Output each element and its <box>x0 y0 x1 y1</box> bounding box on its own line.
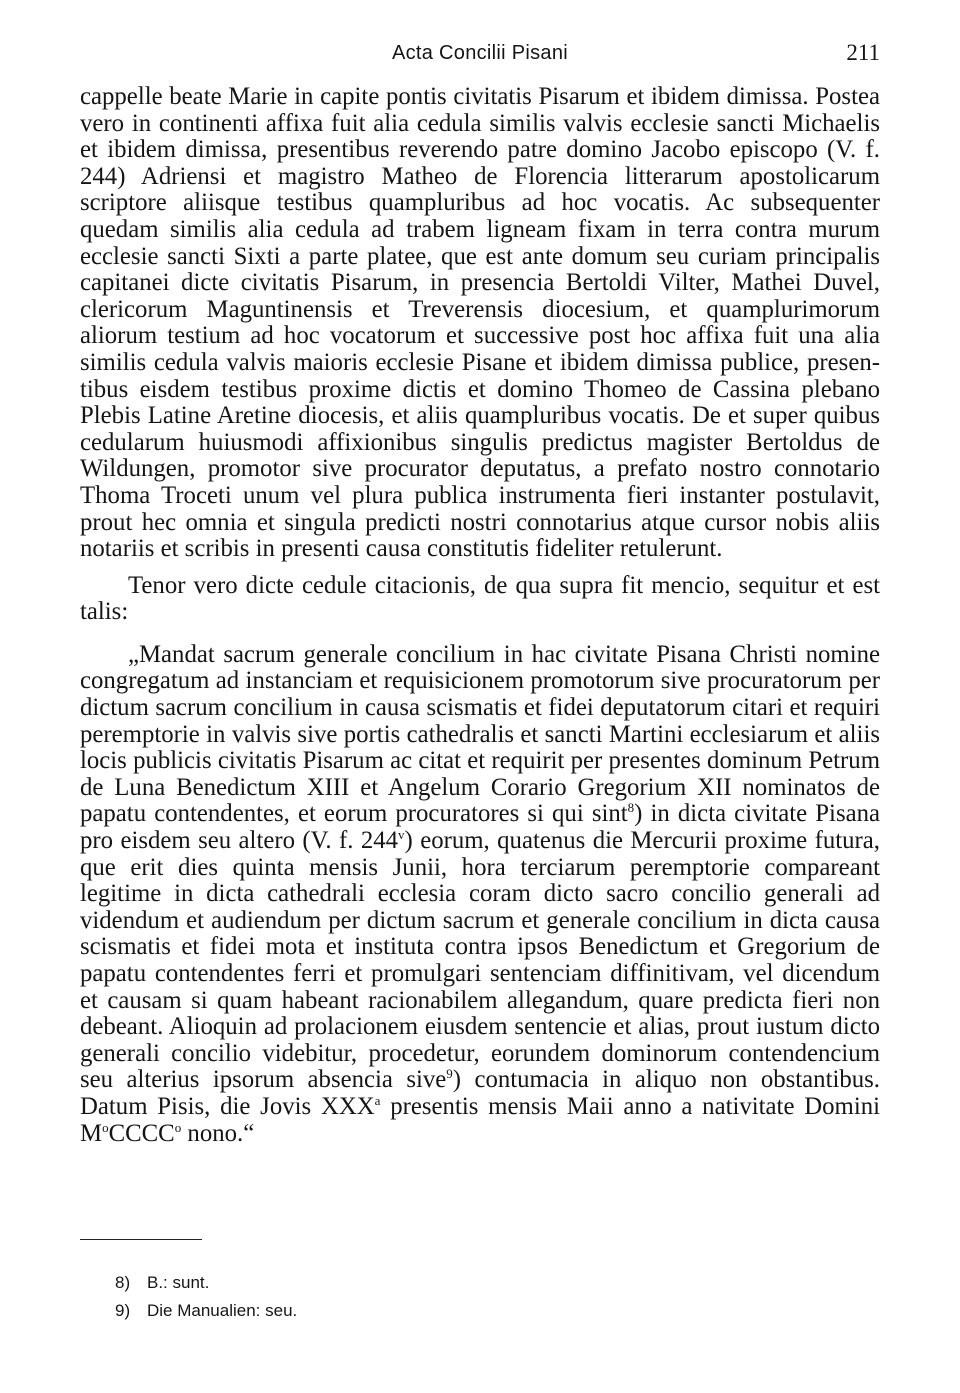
citation-text-part: „Mandat sacrum generale concilium in hac civitate Pisana Christi nomine congregatum ad instanciam et requisicionem promotorum sive procuratorum per dictum sacrum concilium in causa scismatis et fidei deputatorum citari et requiri peremptorie in valvis sive portis cathedralis et sancti Martini ecclesiarum et aliis locis publicis civitatis Pisarum ac citat et requirit per presentes dominum Petrum de Luna Benedictum XIII et Angelum Corario Gregorium XII nominatos de papatu contendentes, et eorum procuratores si qui sint <box>80 640 880 828</box>
ordinal-mark: o <box>174 1119 182 1135</box>
footnotes <box>115 1269 297 1325</box>
citation-text-part: CCCC <box>108 1119 175 1147</box>
paragraph-citation-text <box>80 642 880 1147</box>
citation-text-part: ) contumacia in aliquo non obstantibus. Datum Pisis, die Jovis XXX <box>80 1066 881 1120</box>
page-number: 211 <box>846 40 880 65</box>
ordinal-mark: a <box>374 1092 381 1108</box>
footnote-divider <box>80 1239 202 1240</box>
ordinal-mark: o <box>102 1119 109 1135</box>
footnote <box>115 1269 297 1297</box>
main-text <box>80 84 880 1147</box>
page-header <box>80 38 880 68</box>
citation-text-part: nono.“ <box>181 1119 255 1147</box>
citation-text-part: ) in dicta civitate Pisana pro eisdem seu altero (V. f. 244 <box>80 800 880 855</box>
footnote-number: 8) <box>115 1273 131 1292</box>
footnote-text: B.: sunt. <box>147 1273 210 1292</box>
footnote <box>115 1297 297 1325</box>
footnote-text: Die Manualien: seu. <box>147 1301 298 1320</box>
footnote-ref-9: 9 <box>446 1066 453 1082</box>
paragraph-tenor: Tenor vero dicte cedule citacionis, de qua supra fit mencio, sequitur et est talis: <box>80 571 880 626</box>
citation-text-part: presentis mensis Maii anno a nativitate Domini M <box>80 1092 880 1147</box>
footnote-number: 9) <box>115 1301 131 1320</box>
running-title: Acta Concilii Pisani <box>391 42 569 64</box>
paragraph-continuation: cappelle beate Marie in capite pontis civitatis Pisarum et ibidem dimissa. Postea vero in continenti affixa fuit alia cedula similis valvis ecclesie sancti Michaelis et ibidem dimissa, presentibus reverendo patre domino Jacobo episcopo (V. f. 244) Adriensi et magistro Matheo de Florencia litterarum apostolicarum scriptore aliisque testibus quampluribus ad hoc vocatis. Ac subsequenter quedam similis alia cedula ad trabem ligneam fixam in terra contra murum ecclesie sancti Sixti a parte platee, que est ante domum seu curiam principalis capitanei dicte civitatis Pisarum, in presencia Bertoldi Vilter, Mathei Duvel, clericorum Maguntinensis et Treverensis diocesium, et quamplurimorum aliorum testium ad hoc vocatorum et successive post hoc affixa fuit una alia similis cedula valvis maioris ecclesie Pisane et ibidem dimissa publice, presentibus eisdem testibus proxime dictis et domino Thomeo de Cassina plebano Plebis Latine Aretine diocesis, et aliis quampluribus vocatis. De et super quibus cedularum huiusmodi affixionibus singulis predictus magister Bertoldus de Wildungen, promotor sive procurator deputatus, a prefato nostro connotario Thoma Troceti unum vel plura publica instrumenta fieri instanter postulavit, prout hec omnia et singula predicti nostri connotarius atque cursor nobis aliis notariis et scribis in presenti causa constitutis fideliter retulerunt. <box>80 83 880 563</box>
folio-verso-mark: v <box>398 827 405 843</box>
footnote-ref-8: 8 <box>627 800 635 816</box>
citation-text-part: ) eorum, quatenus die Mercurii proxime futura, que erit dies quinta mensis Junii, hora terciarum peremptorie compareant legitime in dicta cathedrali ecclesia coram dicto sacro concilio generali ad videndum et audiendum per dictum sacrum et generale concilium in dicta causa scismatis et fidei mota et instituta contra ipsos Benedictum et Gregorium de papatu contendentes ferri et promulgari sentenciam diffinitivam, vel dicendum et causam si quam habeant racionabilem allegandum, quare predicta fieri non debeant. Alioquin ad prolacionem eiusdem sentencie et alias, prout iustum dicto generali concilio videbitur, procedetur, eorundem dominorum contendencium seu alterius ipsorum absencia sive <box>80 827 880 1094</box>
